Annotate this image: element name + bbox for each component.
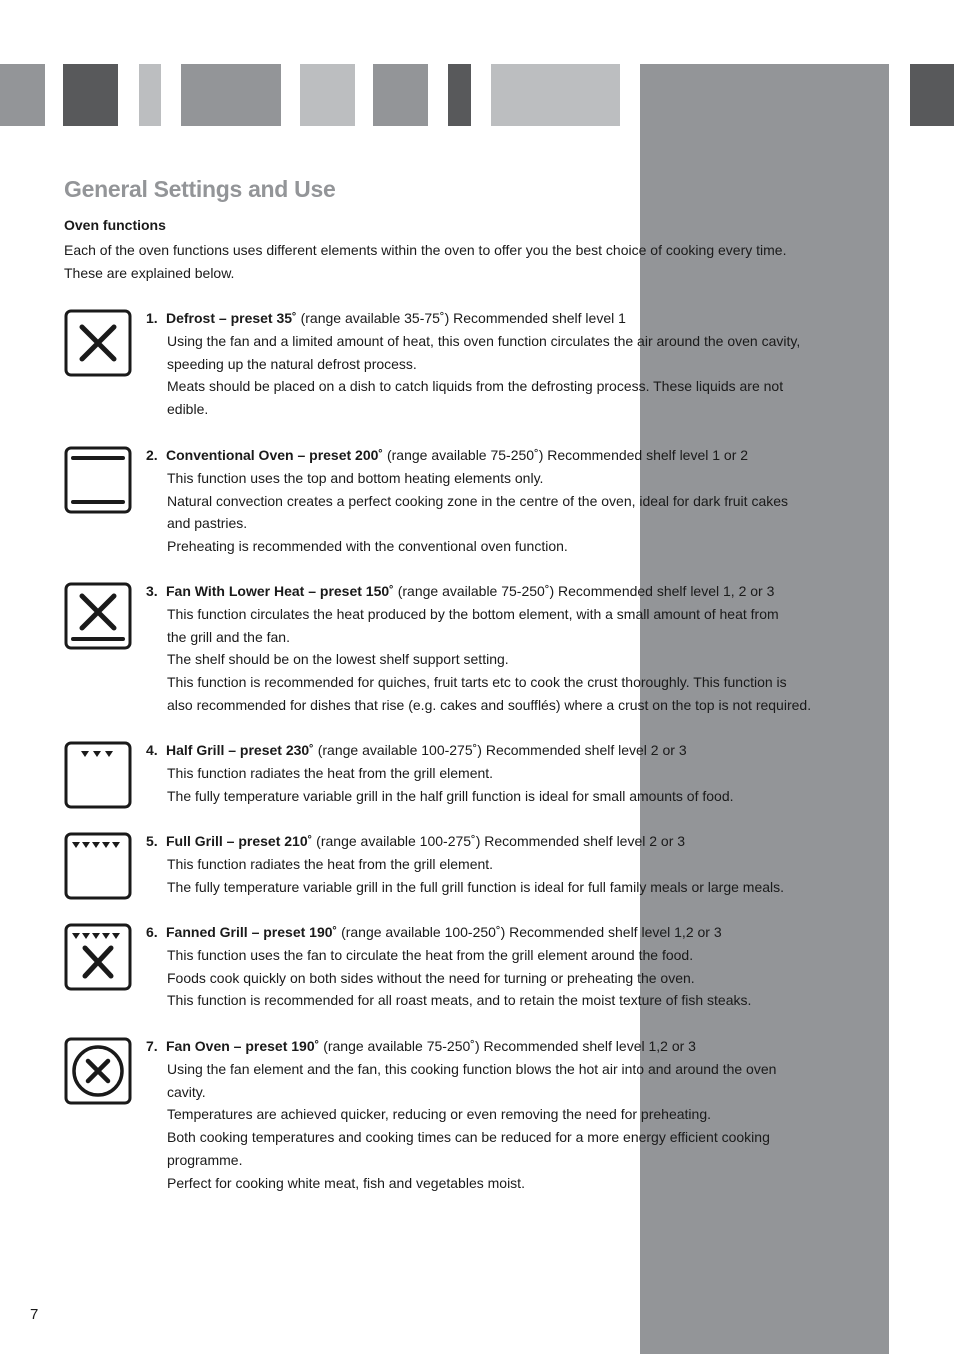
function-line: Natural convection creates a perfect cooking zone in the centre of the oven, ideal for dark fruit cakes <box>167 492 789 509</box>
function-line: This function is recommended for all roast meats, and to retain the moist texture of fish steaks. <box>167 992 752 1009</box>
function-line: edible. <box>167 401 209 418</box>
function-line: Perfect for cooking white meat, fish and vegetables moist. <box>167 1174 525 1191</box>
function-line: This function radiates the heat from the grill element. <box>167 764 494 781</box>
function-name: Fanned Grill – preset 190˚ <box>166 924 338 940</box>
function-detail: (range available 100-250˚) Recommended shelf level 1,2 or 3 <box>341 924 722 940</box>
function-line: Using the fan and a limited amount of heat, this oven function circulates the air around the oven cavity, <box>167 332 801 349</box>
function-name: Defrost – preset 35˚ <box>166 310 297 326</box>
function-line: Temperatures are achieved quicker, reducing or even removing the need for preheating. <box>167 1106 711 1123</box>
function-line: programme. <box>167 1151 243 1168</box>
function-name: Full Grill – preset 210˚ <box>166 833 313 849</box>
function-number: 6. <box>146 924 158 940</box>
function-detail: (range available 75-250˚) Recommended shelf level 1, 2 or 3 <box>397 583 775 599</box>
conventional-oven-icon <box>64 446 132 514</box>
function-detail: (range available 100-275˚) Recommended shelf level 2 or 3 <box>316 833 686 849</box>
function-detail: (range available 35-75˚) Recommended shelf level 1 <box>300 310 626 326</box>
function-line: This function radiates the heat from the grill element. <box>167 855 494 872</box>
function-name: Fan Oven – preset 190˚ <box>166 1038 320 1054</box>
full-grill-icon <box>64 832 132 900</box>
half-grill-icon <box>64 741 132 809</box>
intro-text <box>64 239 834 285</box>
fan-oven-icon <box>64 1037 132 1105</box>
section-heading: Oven functions <box>64 217 166 233</box>
function-line: The fully temperature variable grill in the half grill function is ideal for small amounts of food. <box>167 787 734 804</box>
function-detail: (range available 75-250˚) Recommended shelf level 1 or 2 <box>386 447 749 463</box>
function-name: Conventional Oven – preset 200˚ <box>166 447 384 463</box>
function-number: 2. <box>146 447 158 463</box>
function-line: speeding up the natural defrost process. <box>167 355 417 372</box>
function-line: This function is recommended for quiches, fruit tarts etc to cook the crust thoroughly. This function is <box>167 674 787 691</box>
function-detail: (range available 100-275˚) Recommended shelf level 2 or 3 <box>317 742 687 758</box>
defrost-icon <box>64 309 132 377</box>
page-number: 7 <box>30 1306 39 1323</box>
function-line: The shelf should be on the lowest shelf support setting. <box>167 651 509 668</box>
function-name: Half Grill – preset 230˚ <box>166 742 314 758</box>
fan-lower-heat-icon <box>64 582 132 650</box>
function-line: also recommended for dishes that rise (e.g. cakes and soufflés) where a crust on the top is not required. <box>167 696 812 713</box>
function-number: 1. <box>146 310 158 326</box>
intro-line: These are explained below. <box>64 265 235 281</box>
function-line: Foods cook quickly on both sides without the need for turning or preheating the oven. <box>167 969 695 986</box>
function-line: Meats should be placed on a dish to catch liquids from the defrosting process. These liquids are not <box>167 378 784 395</box>
function-line: cavity. <box>167 1083 206 1100</box>
function-number: 7. <box>146 1038 158 1054</box>
function-line: Using the fan element and the fan, this cooking function blows the hot air into and around the oven <box>167 1060 777 1077</box>
function-line: The fully temperature variable grill in the full grill function is ideal for full family meals or large meals. <box>167 878 785 895</box>
function-line: Both cooking temperatures and cooking times can be reduced for a more energy efficient cooking <box>167 1129 770 1146</box>
function-line: This function circulates the heat produced by the bottom element, with a small amount of heat from <box>167 605 779 622</box>
intro-line: Each of the oven functions uses different elements within the oven to offer you the best choice of cooking every time. <box>64 242 787 258</box>
function-number: 5. <box>146 833 158 849</box>
function-line: This function uses the top and bottom heating elements only. <box>167 469 544 486</box>
function-line: Preheating is recommended with the conventional oven function. <box>167 538 568 555</box>
fanned-grill-icon <box>64 923 132 991</box>
function-number: 4. <box>146 742 158 758</box>
function-detail: (range available 75-250˚) Recommended shelf level 1,2 or 3 <box>323 1038 696 1054</box>
page-title: General Settings and Use <box>64 176 336 202</box>
function-line: and pastries. <box>167 515 248 532</box>
function-name: Fan With Lower Heat – preset 150˚ <box>166 583 394 599</box>
function-number: 3. <box>146 583 158 599</box>
function-line: the grill and the fan. <box>167 628 290 645</box>
function-line: This function uses the fan to circulate the heat from the grill element around the food. <box>167 946 694 963</box>
